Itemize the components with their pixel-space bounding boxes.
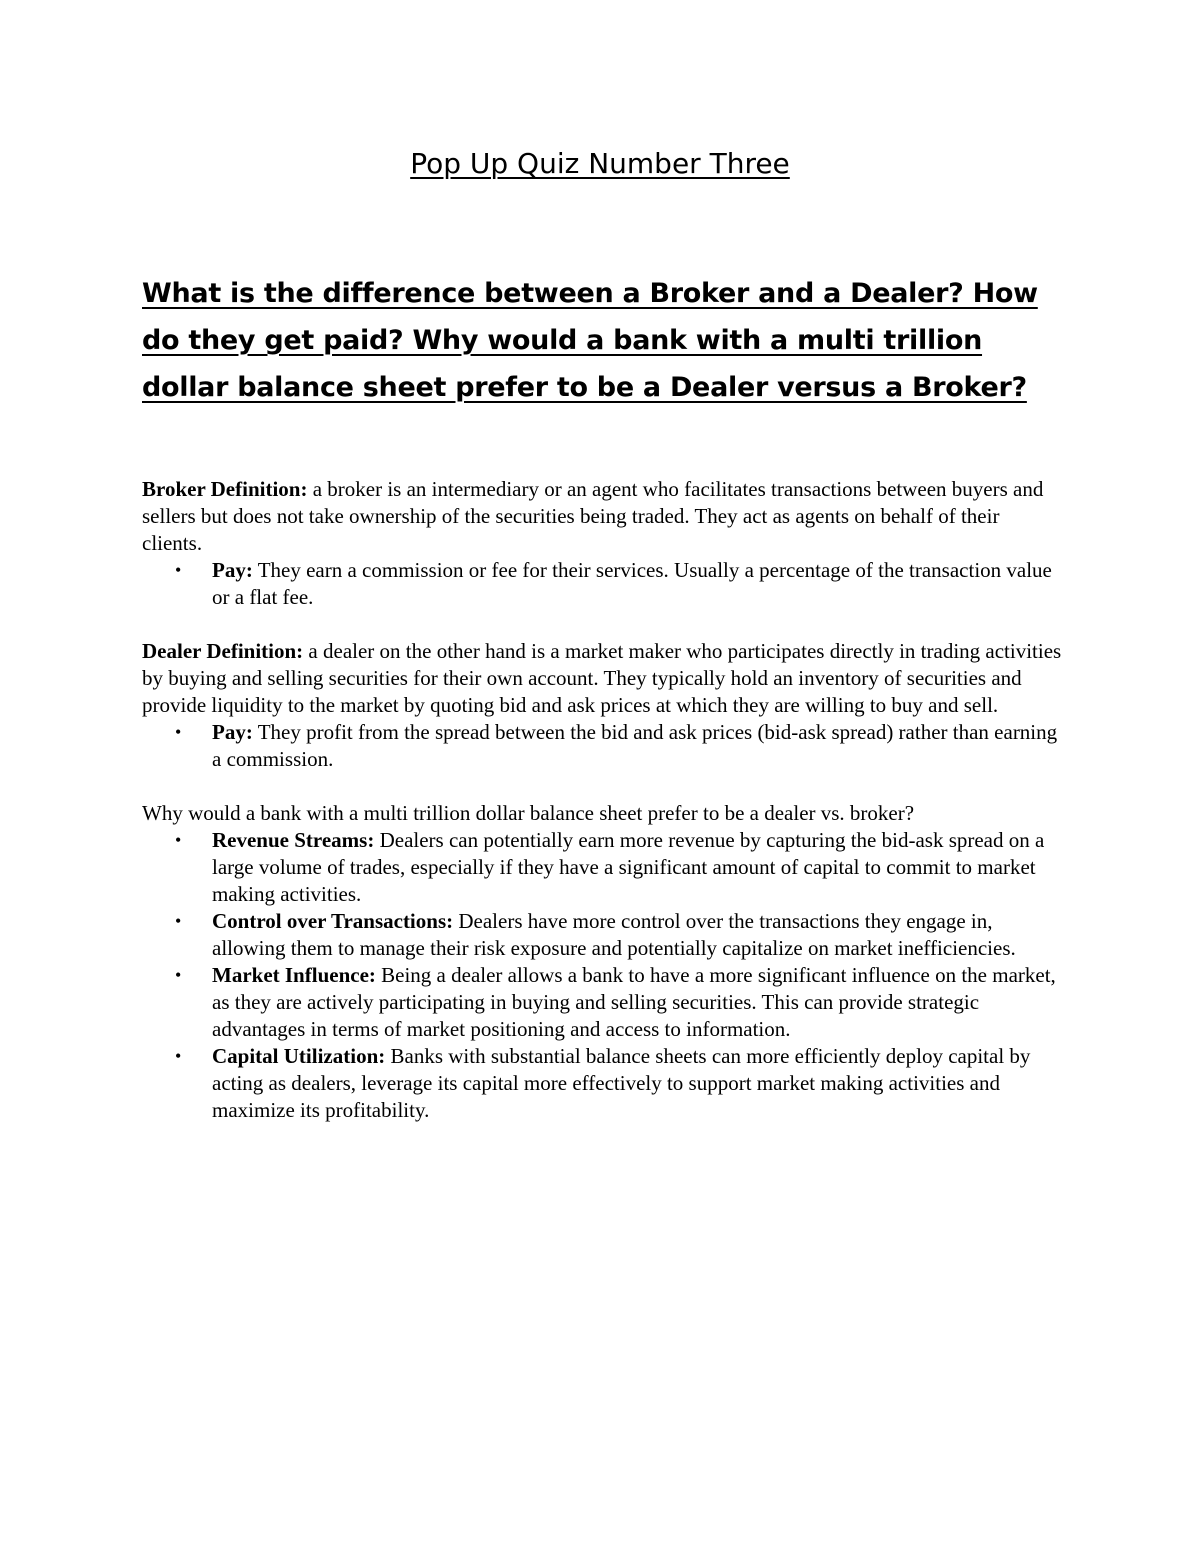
bullet-text: Banks with substantial balance sheets can more efficiently deploy capital by acting as dealers, leverage its capital more effectively to support market making activities and maximize its profitability. — [212, 1044, 1031, 1122]
bullet-icon: • — [175, 722, 182, 742]
dealer-bullet-list — [142, 719, 1062, 773]
bullet-text: They earn a commission or fee for their services. Usually a percentage of the transaction value or a flat fee. — [212, 558, 1052, 609]
why-intro-paragraph: Why would a bank with a multi trillion dollar balance sheet prefer to be a dealer vs. broker? — [142, 801, 915, 825]
bullet-label: Revenue Streams: — [212, 828, 375, 852]
bullet-label: Capital Utilization: — [212, 1044, 386, 1068]
bullet-label: Control over Transactions: — [212, 909, 454, 933]
why-bullet-list — [142, 827, 1062, 1124]
bullet-text: They profit from the spread between the bid and ask prices (bid-ask spread) rather than earning a commission. — [212, 720, 1058, 771]
list-item — [142, 1043, 1062, 1124]
bullet-icon: • — [175, 560, 182, 580]
bullet-icon: • — [175, 965, 182, 985]
list-item — [142, 908, 1062, 962]
dealer-definition-label: Dealer Definition: — [142, 639, 304, 663]
broker-definition-paragraph — [142, 476, 1062, 557]
bullet-icon: • — [175, 1046, 182, 1066]
page-title: Pop Up Quiz Number Three — [410, 147, 790, 180]
bullet-text: Dealers can potentially earn more revenue by capturing the bid-ask spread on a large volume of trades, especially if they have a significant amount of capital to commit to market making activities. — [212, 828, 1045, 906]
bullet-text: Being a dealer allows a bank to have a more significant influence on the market, as they are actively participating in buying and selling securities. This can provide strategic advantages in terms of market positioning and access to information. — [212, 963, 1056, 1041]
list-item — [142, 719, 1062, 773]
bullet-label: Market Influence: — [212, 963, 376, 987]
bullet-icon: • — [175, 830, 182, 850]
answer-body — [142, 476, 1062, 1124]
broker-definition-text: a broker is an intermediary or an agent who facilitates transactions between buyers and sellers but does not take ownership of the securities being traded. They act as agents on behalf of their clients. — [142, 477, 1044, 555]
section-spacer — [142, 773, 1062, 800]
list-item — [142, 557, 1062, 611]
quiz-question: What is the difference between a Broker and a Dealer? How do they get paid? Why would a bank with a multi trillion dollar balance sheet prefer to be a Dealer versus a Broker? — [142, 278, 1038, 403]
bullet-label: Pay: — [212, 558, 253, 582]
bullet-text: Dealers have more control over the transactions they engage in, allowing them to manage their risk exposure and potentially capitalize on market inefficiencies. — [212, 909, 1016, 960]
broker-bullet-list — [142, 557, 1062, 611]
bullet-label: Pay: — [212, 720, 253, 744]
section-spacer — [142, 611, 1062, 638]
list-item — [142, 962, 1062, 1043]
broker-definition-label: Broker Definition: — [142, 477, 308, 501]
bullet-icon: • — [175, 911, 182, 931]
dealer-definition-text: a dealer on the other hand is a market maker who participates directly in trading activities by buying and selling securities for their own account. They typically hold an inventory of securities and provide liquidity to the market by quoting bid and ask prices at which they are willing to buy and sell. — [142, 639, 1062, 717]
dealer-definition-paragraph — [142, 638, 1062, 719]
list-item — [142, 827, 1062, 908]
